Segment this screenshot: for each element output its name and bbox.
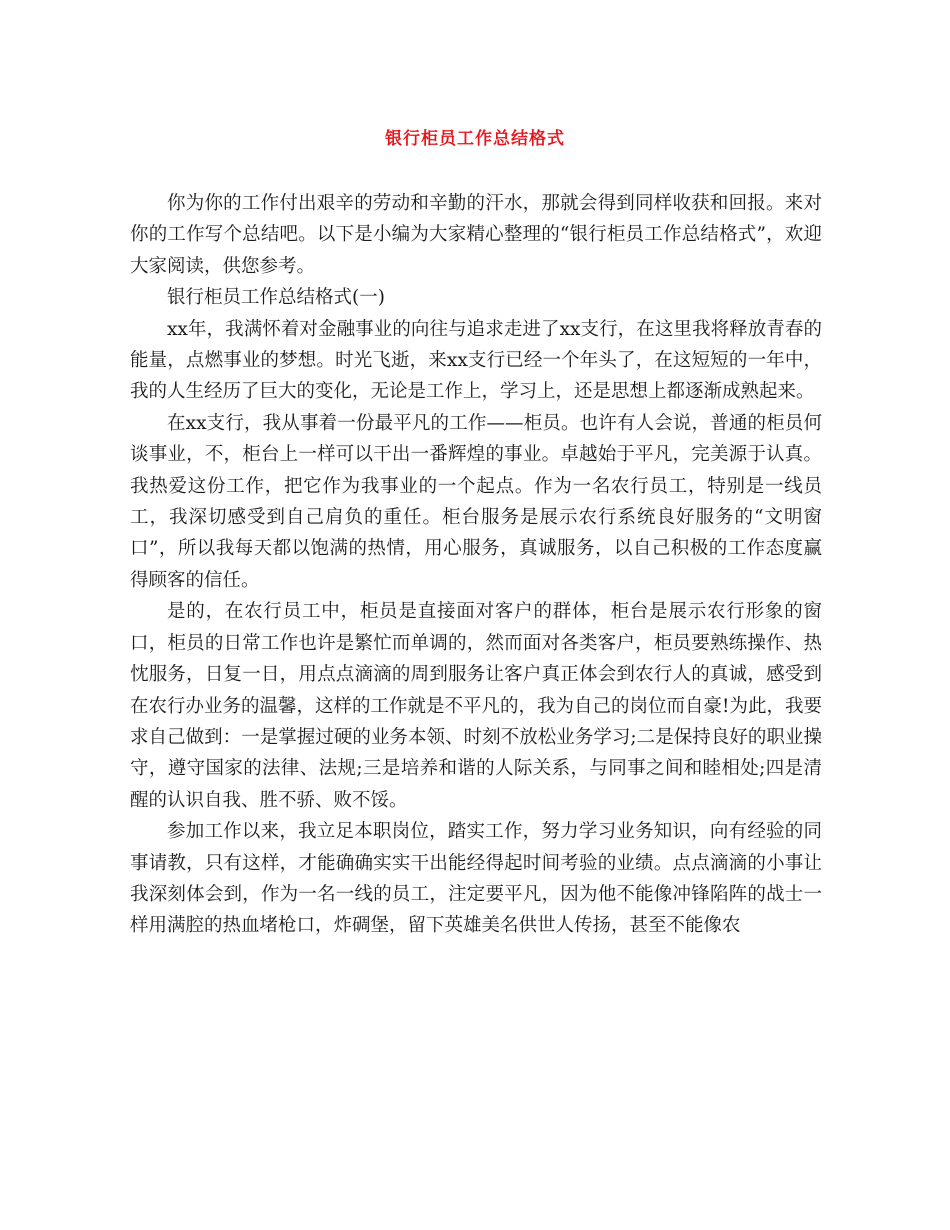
body-paragraph-1: xx年，我满怀着对金融事业的向往与追求走进了xx支行，在这里我将释放青春的能量，点燃事业的梦想。时光飞逝，来xx支行已经一个年头了，在这短短的一年中，我的人生经历了巨大的变化，无论是工作上，学习上，还是思想上都逐渐成熟起来。 (130, 318, 822, 403)
body-paragraph-4: 参加工作以来，我立足本职岗位，踏实工作，努力学习业务知识，向有经验的同事请教，只有这样，才能确确实实干出能经得起时间考验的业绩。点点滴滴的小事让我深刻体会到，作为一名一线的员工，注定要平凡，因为他不能像冲锋陷阵的战士一样用满腔的热血堵枪口，炸碉堡，留下英雄美名供世人传扬，甚至不能像农 (130, 821, 822, 937)
body-paragraph-2: 在xx支行，我从事着一份最平凡的工作——柜员。也许有人会说，普通的柜员何谈事业，不，柜台上一样可以干出一番辉煌的事业。卓越始于平凡，完美源于认真。我热爱这份工作，把它作为我事业的一个起点。作为一名农行员工，特别是一线员工，我深切感受到自己肩负的重任。柜台服务是展示农行系统良好服务的“文明窗口”，所以我每天都以饱满的热情，用心服务，真诚服务，以自己积极的工作态度赢得顾客的信任。 (130, 412, 822, 591)
intro-paragraph: 你为你的工作付出艰辛的劳动和辛勤的汗水，那就会得到同样收获和回报。来对你的工作写个总结吧。以下是小编为大家精心整理的“银行柜员工作总结格式”，欢迎大家阅读，供您参考。 (130, 193, 822, 277)
section-heading: 银行柜员工作总结格式(一) (167, 287, 385, 309)
body-paragraph-3: 是的，在农行员工中，柜员是直接面对客户的群体，柜台是展示农行形象的窗口，柜员的日常工作也许是繁忙而单调的，然而面对各类客户，柜员要熟练操作、热忱服务，日复一日，用点点滴滴的周到服务让客户真正体会到农行人的真诚，感受到在农行办业务的温馨，这样的工作就是不平凡的，我为自己的岗位而自豪!为此，我要求自己做到：一是掌握过硬的业务本领、时刻不放松业务学习;二是保持良好的职业操守，遵守国家的法律、法规;三是培养和谐的人际关系，与同事之间和睦相处;四是清醒的认识自我、胜不骄、败不馁。 (130, 601, 822, 811)
document-title: 银行柜员工作总结格式 (385, 129, 565, 149)
document-body (130, 188, 822, 942)
